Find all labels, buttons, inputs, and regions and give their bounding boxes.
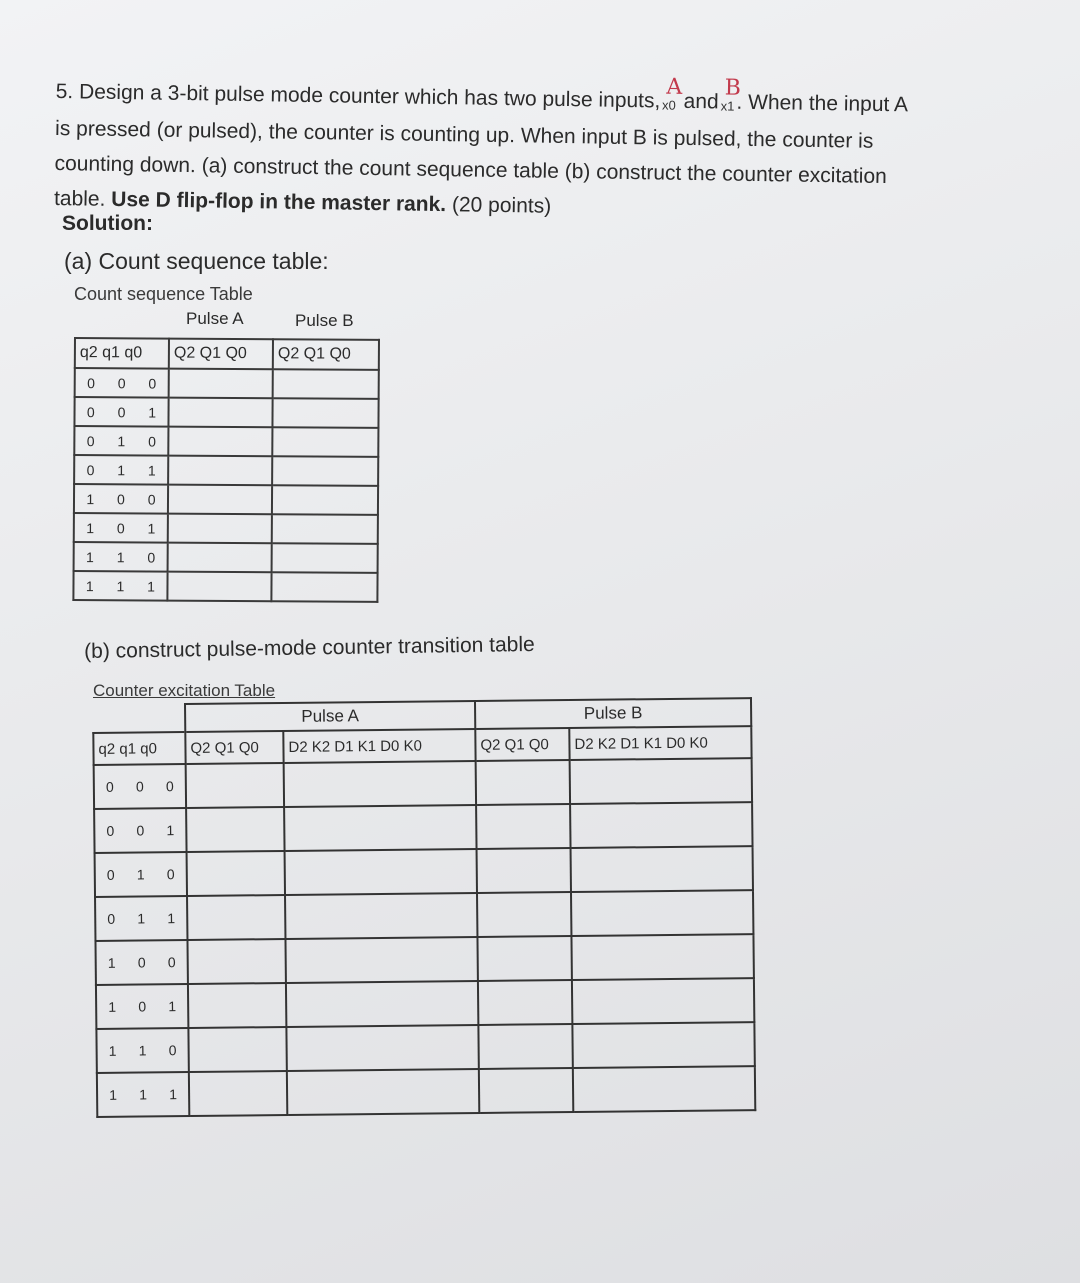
state-bit: 0 bbox=[147, 548, 156, 565]
state-bit: 1 bbox=[117, 432, 126, 449]
table-row bbox=[95, 934, 753, 985]
part-a-title: (a) Count sequence table: bbox=[64, 248, 329, 274]
state-bit: 0 bbox=[105, 778, 114, 795]
answer-cell-pulse-a[interactable] bbox=[168, 485, 272, 515]
present-state-cell bbox=[95, 940, 187, 985]
state-bit: 1 bbox=[168, 998, 177, 1015]
table-row bbox=[74, 513, 378, 544]
state-bit: 1 bbox=[147, 461, 156, 479]
answer-cell[interactable] bbox=[286, 1025, 478, 1071]
answer-cell-pulse-a[interactable] bbox=[168, 514, 272, 544]
answer-cell[interactable] bbox=[571, 890, 753, 936]
present-state-cell bbox=[73, 571, 167, 601]
problem-text: and bbox=[683, 89, 719, 114]
state-bit: 0 bbox=[86, 403, 95, 420]
state-bit: 0 bbox=[166, 866, 175, 883]
problem-text: . When the input A bbox=[736, 90, 909, 117]
state-bit: 0 bbox=[135, 778, 144, 795]
state-bit: 0 bbox=[116, 519, 125, 536]
answer-cell-pulse-b[interactable] bbox=[272, 543, 378, 573]
table-row bbox=[95, 846, 753, 897]
state-bit: 1 bbox=[86, 519, 95, 536]
answer-cell-pulse-b[interactable] bbox=[272, 456, 378, 486]
present-state-cell bbox=[75, 368, 169, 398]
answer-cell-pulse-b[interactable] bbox=[272, 427, 378, 457]
points-label: (20 points) bbox=[451, 193, 552, 218]
handwritten-a: A bbox=[666, 74, 683, 100]
table-row bbox=[97, 1066, 755, 1117]
answer-cell[interactable] bbox=[287, 1069, 479, 1115]
part-b-title: (b) construct pulse-mode counter transition table bbox=[84, 632, 535, 663]
handwritten-b: B bbox=[724, 75, 742, 101]
column-header-text: Q2 Q1 Q0 bbox=[173, 344, 247, 363]
answer-cell[interactable] bbox=[573, 1066, 755, 1112]
answer-cell[interactable] bbox=[570, 802, 752, 848]
answer-cell-pulse-b[interactable] bbox=[272, 398, 378, 428]
state-bit: 0 bbox=[167, 954, 176, 971]
column-header-text: Q2 Q1 Q0 bbox=[190, 738, 259, 757]
answer-cell[interactable] bbox=[284, 761, 476, 807]
state-bit: 0 bbox=[117, 403, 126, 420]
state-bit: 1 bbox=[138, 1042, 147, 1059]
state-bit: 1 bbox=[148, 403, 157, 421]
state-bit: 0 bbox=[136, 822, 145, 839]
answer-cell-pulse-a[interactable] bbox=[168, 427, 272, 457]
blank-header-cell bbox=[93, 704, 185, 733]
state-bit: 1 bbox=[166, 822, 175, 839]
answer-cell[interactable] bbox=[570, 758, 752, 804]
answer-cell[interactable] bbox=[187, 895, 285, 940]
answer-cell[interactable] bbox=[189, 1071, 287, 1116]
answer-cell-pulse-a[interactable] bbox=[169, 369, 273, 399]
answer-cell[interactable] bbox=[479, 1068, 573, 1113]
answer-cell[interactable] bbox=[572, 1022, 754, 1068]
answer-cell[interactable] bbox=[476, 804, 570, 849]
table-row bbox=[95, 890, 753, 941]
table-row bbox=[96, 978, 754, 1029]
state-bit: 1 bbox=[117, 461, 126, 478]
column-header-text: q2 q1 q0 bbox=[98, 739, 157, 758]
answer-cell-pulse-b[interactable] bbox=[273, 369, 379, 399]
state-bit: 1 bbox=[139, 1086, 148, 1103]
header-present-state bbox=[93, 732, 185, 765]
table-row bbox=[75, 368, 379, 399]
problem-emphasis: Use D flip-flop in the master rank. bbox=[111, 187, 447, 217]
state-bit: 0 bbox=[168, 1042, 177, 1059]
answer-cell[interactable] bbox=[477, 936, 571, 981]
crossed-out-x0: x0 bbox=[661, 97, 676, 113]
state-bit: 1 bbox=[86, 490, 95, 507]
present-state-cell bbox=[94, 764, 186, 809]
answer-cell-pulse-b[interactable] bbox=[272, 485, 378, 515]
counter-excitation-caption: Counter excitation Table bbox=[93, 681, 276, 700]
answer-cell[interactable] bbox=[186, 763, 284, 808]
state-bit: 1 bbox=[108, 998, 117, 1015]
problem-line-2: is pressed (or pulsed), the counter is counting up. When input B is pulsed, the counter is bbox=[54, 116, 874, 153]
state-bit: 1 bbox=[147, 577, 156, 594]
state-bit: 0 bbox=[86, 461, 95, 478]
answer-cell[interactable] bbox=[187, 939, 285, 984]
header-excitation-b bbox=[569, 726, 751, 760]
table-row bbox=[74, 542, 378, 573]
pulse-b-header: Pulse B bbox=[295, 311, 354, 330]
header-next-state-a bbox=[169, 339, 273, 370]
present-state-cell bbox=[95, 852, 187, 897]
state-bit: 0 bbox=[138, 998, 147, 1015]
state-bit: 0 bbox=[86, 432, 95, 449]
answer-cell[interactable] bbox=[572, 978, 754, 1024]
state-bit: 0 bbox=[106, 822, 115, 839]
answer-cell-pulse-a[interactable] bbox=[168, 543, 272, 573]
answer-cell[interactable] bbox=[286, 981, 478, 1027]
state-bit: 1 bbox=[116, 548, 125, 565]
count-sequence-table bbox=[72, 337, 380, 603]
header-next-state-a bbox=[185, 731, 283, 764]
answer-cell[interactable] bbox=[477, 892, 571, 937]
state-bit: 1 bbox=[109, 1086, 118, 1103]
state-bit: 1 bbox=[169, 1086, 178, 1103]
pulse-a-header: Pulse A bbox=[186, 309, 244, 328]
state-bit: 1 bbox=[107, 954, 116, 971]
table-row bbox=[94, 758, 752, 809]
header-next-state-b bbox=[273, 339, 379, 370]
answer-cell[interactable] bbox=[571, 934, 753, 980]
state-bit: 1 bbox=[147, 519, 156, 537]
state-bit: 1 bbox=[86, 548, 94, 565]
header-excitation-a bbox=[283, 729, 475, 763]
state-bit: 0 bbox=[107, 910, 116, 927]
answer-cell-pulse-a[interactable] bbox=[168, 398, 272, 428]
table-row bbox=[74, 426, 378, 457]
answer-cell-pulse-b[interactable] bbox=[272, 514, 378, 544]
column-header-text: Q2 Q1 Q0 bbox=[480, 735, 549, 754]
state-bit: 0 bbox=[137, 954, 146, 971]
present-state-cell bbox=[96, 984, 188, 1029]
column-header-text: D2 K2 D1 K1 D0 K0 bbox=[288, 737, 422, 756]
answer-cell[interactable] bbox=[478, 980, 572, 1025]
state-bit: 1 bbox=[116, 577, 125, 594]
answer-cell[interactable] bbox=[477, 848, 571, 893]
present-state-cell bbox=[97, 1072, 189, 1117]
crossed-out-x1: x1 bbox=[720, 98, 735, 114]
header-next-state-b bbox=[475, 728, 569, 761]
present-state-cell bbox=[74, 455, 168, 485]
present-state-cell bbox=[74, 542, 168, 572]
column-header-text: Q2 Q1 Q0 bbox=[277, 345, 351, 363]
state-bit: 1 bbox=[85, 577, 94, 594]
pulse-b-header: Pulse B bbox=[475, 698, 751, 729]
answer-cell[interactable] bbox=[285, 849, 477, 895]
present-state-cell bbox=[74, 426, 168, 456]
pulse-a-header: Pulse A bbox=[185, 701, 475, 732]
present-state-cell bbox=[74, 397, 168, 427]
table-row bbox=[96, 1022, 754, 1073]
answer-cell[interactable] bbox=[187, 851, 285, 896]
present-state-cell bbox=[94, 808, 186, 853]
state-bit: 0 bbox=[148, 432, 156, 450]
present-state-cell bbox=[74, 513, 168, 543]
problem-text: table. bbox=[53, 186, 106, 211]
answer-cell-pulse-b[interactable] bbox=[271, 572, 377, 602]
answer-cell-pulse-a[interactable] bbox=[168, 456, 272, 486]
answer-cell[interactable] bbox=[571, 846, 753, 892]
problem-text: 5. Design a 3-bit pulse mode counter which has two pulse inputs, bbox=[55, 79, 661, 113]
column-header-text: D2 K2 D1 K1 D0 K0 bbox=[574, 734, 708, 753]
table-row bbox=[94, 802, 752, 853]
present-state-cell bbox=[96, 1028, 188, 1073]
answer-cell[interactable] bbox=[284, 805, 476, 851]
state-bit: 0 bbox=[147, 490, 156, 508]
present-state-cell bbox=[95, 896, 187, 941]
answer-cell[interactable] bbox=[186, 807, 284, 852]
state-bit: 0 bbox=[165, 778, 174, 795]
problem-line-3: counting down. (a) construct the count sequence table (b) construct the counter excitation bbox=[54, 151, 887, 189]
state-bit: 0 bbox=[117, 490, 125, 507]
table-row bbox=[74, 484, 378, 515]
answer-cell-pulse-a[interactable] bbox=[167, 572, 271, 602]
table-row bbox=[73, 571, 377, 602]
problem-statement bbox=[54, 74, 1016, 231]
answer-cell[interactable] bbox=[188, 1027, 286, 1072]
column-header-text: q2 q1 q0 bbox=[79, 344, 143, 362]
table-header-row bbox=[75, 338, 379, 370]
solution-label: Solution: bbox=[62, 212, 153, 235]
state-bit: 1 bbox=[137, 910, 146, 927]
state-bit: 1 bbox=[167, 910, 176, 927]
state-bit: 0 bbox=[106, 866, 115, 883]
answer-cell[interactable] bbox=[478, 1024, 572, 1069]
count-sequence-caption: Count sequence Table bbox=[74, 284, 253, 304]
header-present-state bbox=[75, 338, 169, 369]
state-bit: 0 bbox=[117, 374, 126, 391]
table-row bbox=[74, 397, 378, 428]
counter-excitation-table bbox=[92, 697, 756, 1118]
state-bit: 1 bbox=[136, 866, 145, 883]
answer-cell[interactable] bbox=[285, 937, 477, 983]
table-row bbox=[74, 455, 378, 486]
answer-cell[interactable] bbox=[285, 893, 477, 939]
answer-cell[interactable] bbox=[476, 760, 570, 805]
state-bit: 1 bbox=[108, 1042, 117, 1059]
state-bit: 0 bbox=[87, 374, 95, 391]
answer-cell[interactable] bbox=[188, 983, 286, 1028]
state-bit: 0 bbox=[148, 374, 157, 392]
present-state-cell bbox=[74, 484, 168, 514]
